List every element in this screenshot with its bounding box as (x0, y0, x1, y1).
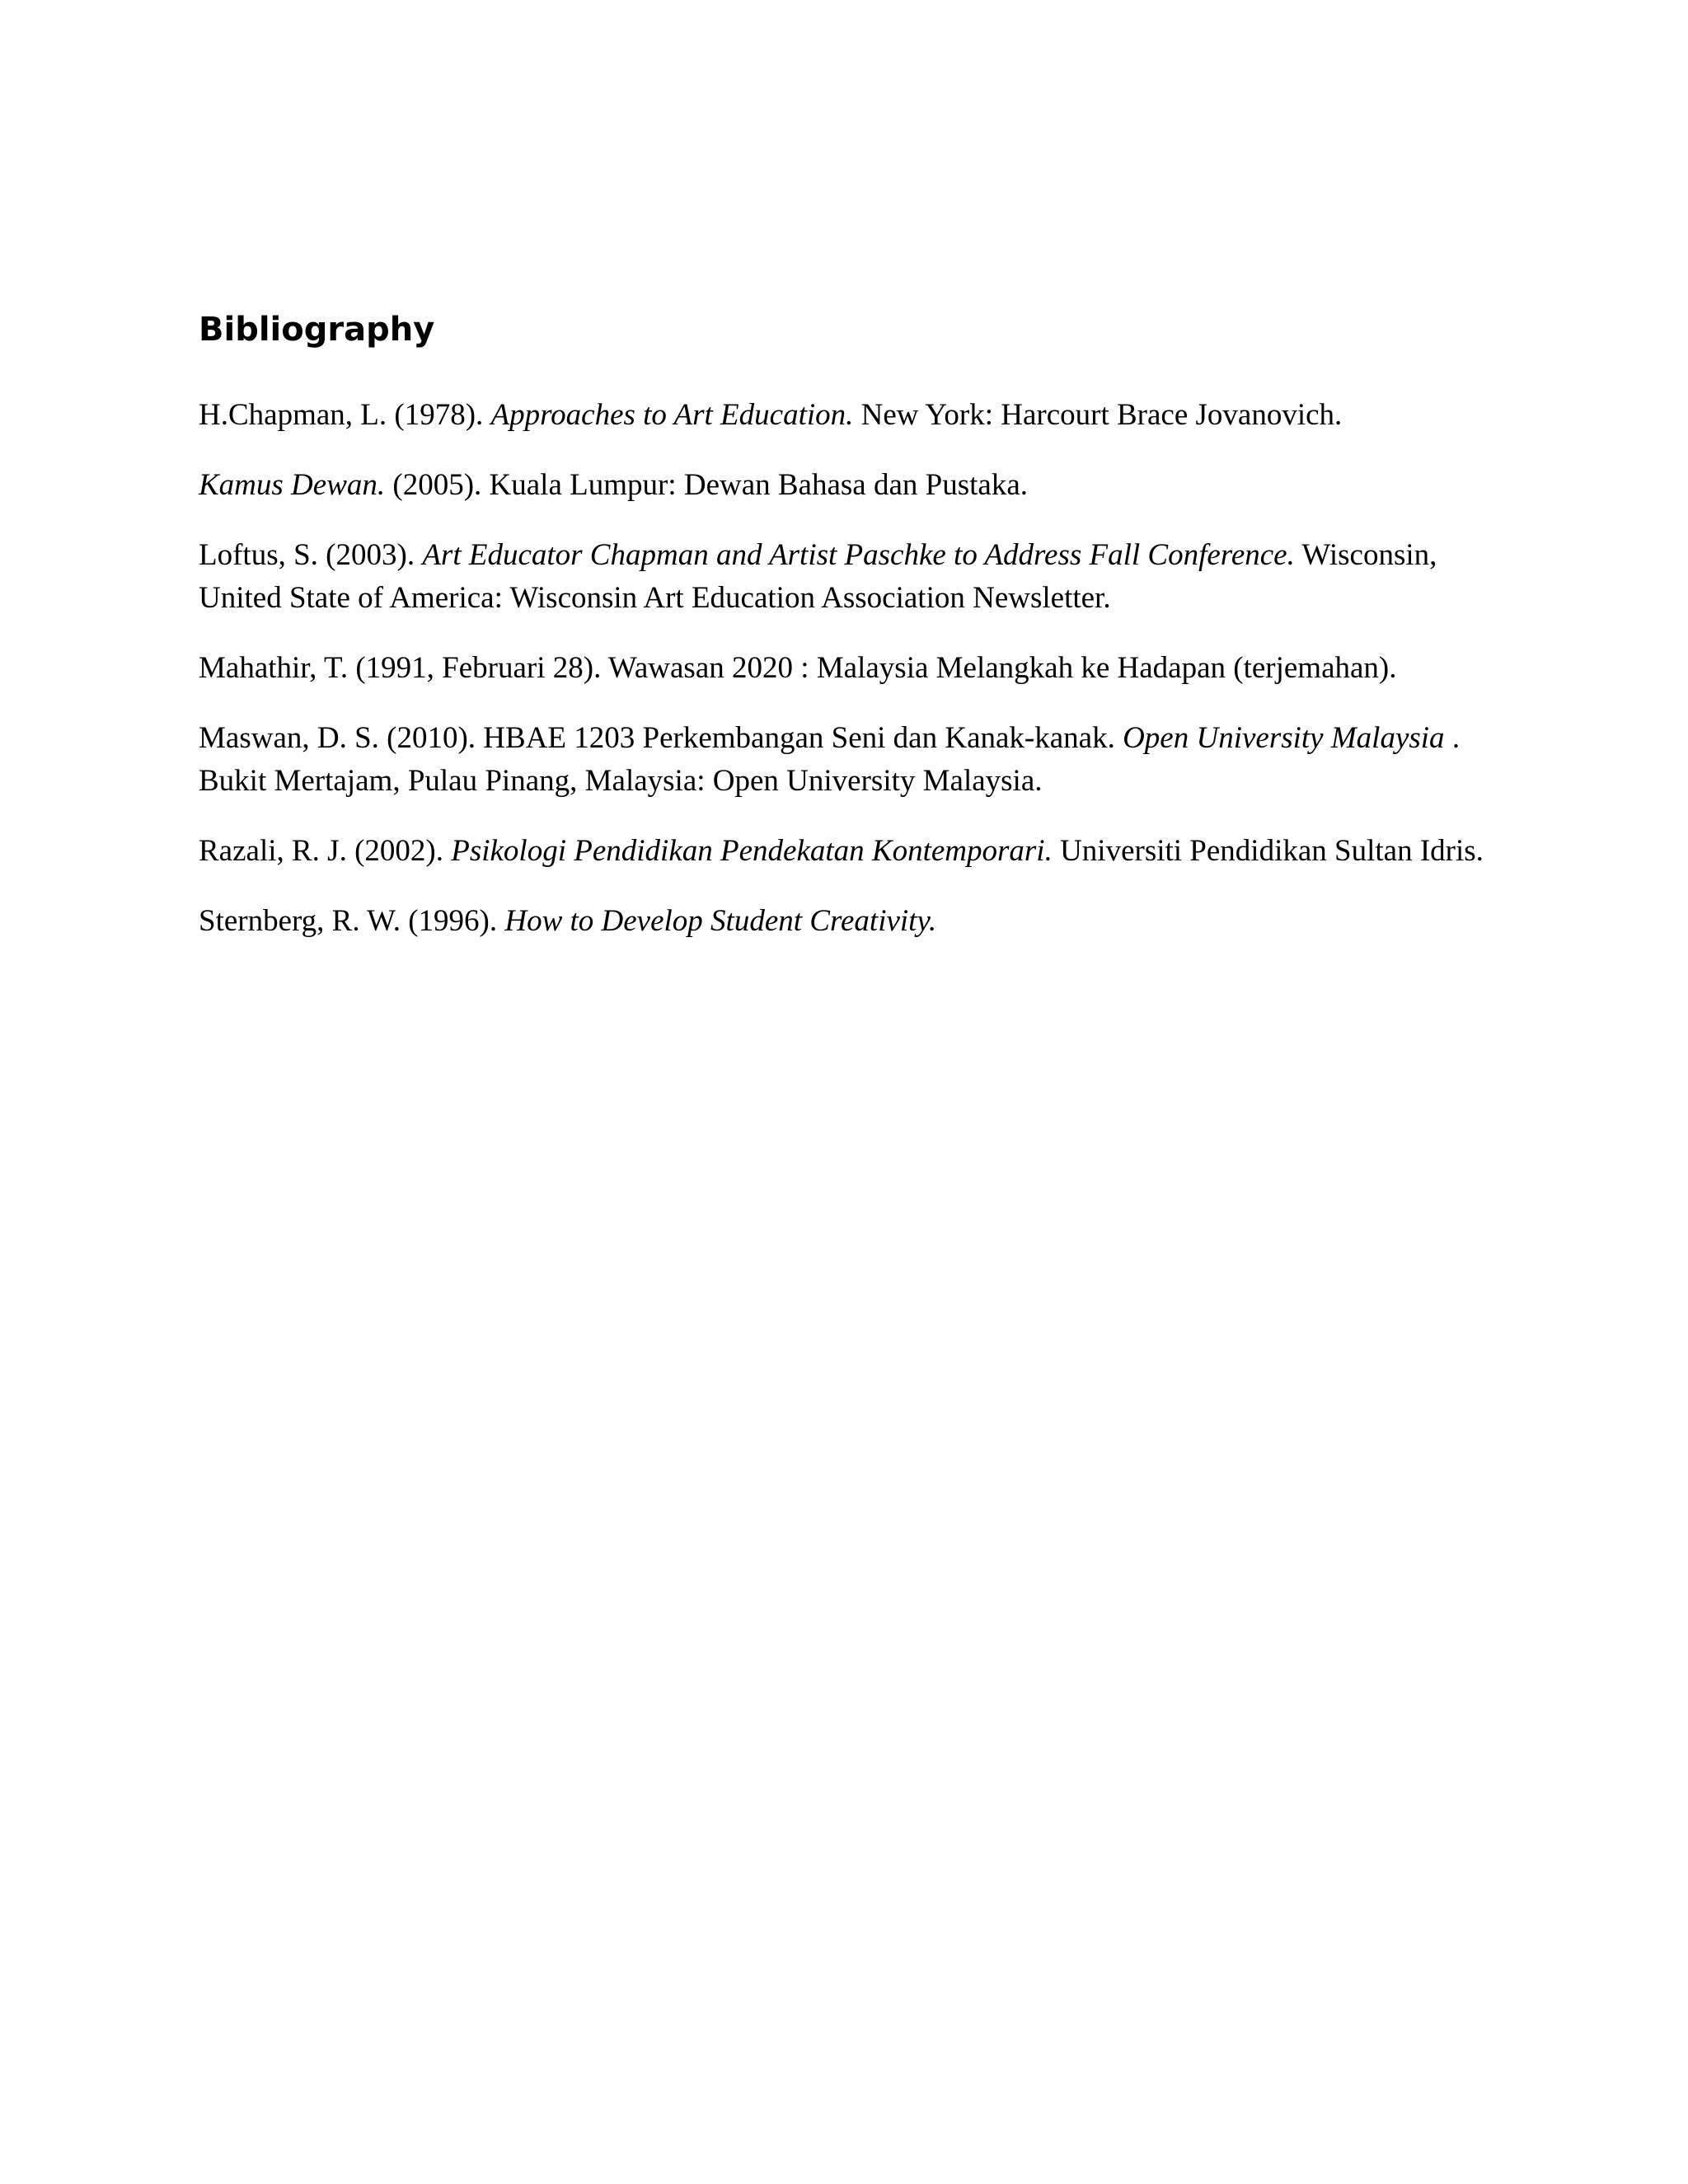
bibliography-entry (199, 830, 1484, 873)
entry-text: Loftus, S. (2003). (199, 538, 423, 572)
bibliography-entry (199, 534, 1484, 620)
entry-text: H.Chapman, L. (1978). (199, 398, 491, 432)
entry-text: Sternberg, R. W. (1996). (199, 904, 505, 938)
entry-text: Mahathir, T. (1991, Februari 28). Wawasan 2020 : Malaysia Melangkah ke Hadapan (terjemahan). (199, 651, 1397, 685)
page-title: Bibliography (199, 311, 435, 349)
entry-text: . Bukit Mertajam, Pulau Pinang, Malaysia: Open University Malaysia. (199, 721, 1461, 798)
entry-title: How to Develop Student Creativity. (504, 904, 937, 938)
bibliography-entry (199, 900, 1484, 943)
entry-title: Approaches to Art Education. (490, 398, 854, 432)
bibliography-entry (199, 717, 1484, 803)
bibliography-entry (199, 647, 1484, 690)
entry-title: Psikologi Pendidikan Pendekatan Kontemporari. (451, 834, 1053, 868)
entry-text: Wisconsin, United State of America: Wisconsin Art Education Association Newsletter. (199, 538, 1437, 615)
entry-text: Universiti Pendidikan Sultan Idris. (1052, 834, 1484, 868)
entry-text: New York: Harcourt Brace Jovanovich. (853, 398, 1343, 432)
entry-text: Maswan, D. S. (2010). HBAE 1203 Perkembangan Seni dan Kanak-kanak. (199, 721, 1123, 755)
entry-title: Kamus Dewan. (199, 468, 386, 502)
entry-text: Razali, R. J. (2002). (199, 834, 452, 868)
bibliography-entry (199, 394, 1484, 437)
bibliography-entry (199, 464, 1484, 507)
entry-title: Open University Malaysia (1123, 721, 1445, 755)
entry-text: (2005). Kuala Lumpur: Dewan Bahasa dan Pustaka. (385, 468, 1028, 502)
bibliography-section (199, 307, 1484, 970)
entry-title: Art Educator Chapman and Artist Paschke to Address Fall Conference. (422, 538, 1295, 572)
